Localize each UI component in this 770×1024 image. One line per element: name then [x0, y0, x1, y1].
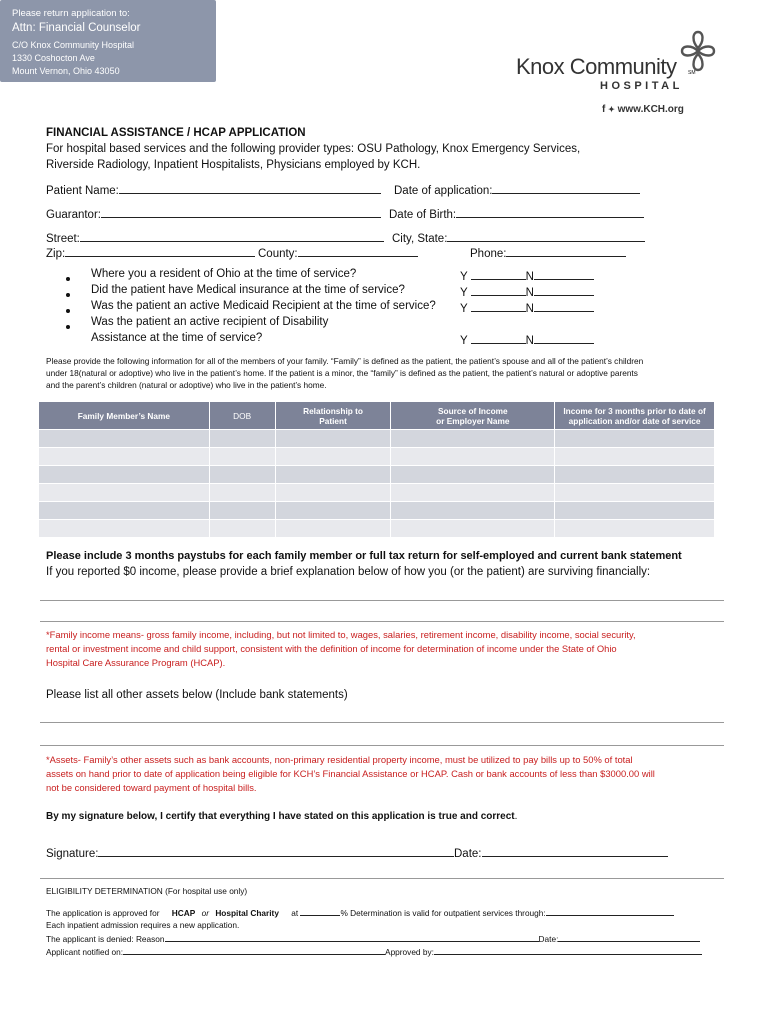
logo-sub: HOSPITAL	[600, 80, 683, 92]
inpatient-note: Each inpatient admission requires a new application.	[46, 920, 240, 930]
county-field[interactable]	[258, 245, 418, 260]
paystubs-instruction: Please include 3 months paystubs for each family member or full tax return for self-employed and current bank statement	[46, 550, 682, 562]
county-label: County:	[258, 248, 298, 260]
bullet	[66, 304, 70, 316]
bullet	[66, 320, 70, 332]
zip-label: Zip:	[46, 248, 66, 260]
return-heading: Please return application to:	[12, 8, 130, 19]
table-row	[39, 520, 715, 538]
zero-income-instruction: If you reported $0 income, please provide a brief explanation below of how you (or the patient) are surviving financially:	[46, 566, 651, 578]
table-row	[39, 466, 715, 484]
patient-name-field[interactable]	[46, 182, 381, 197]
question-disability-cont: Assistance at the time of service?	[91, 332, 263, 344]
logo-name: Knox Community	[516, 54, 677, 79]
phone-label: Phone:	[470, 248, 507, 260]
approval-line: The application is approved for HCAP or Hospital Charity at % Determination is valid for outpatient services through:	[46, 907, 674, 918]
col-dob: DOB	[209, 402, 275, 430]
assets-prompt: Please list all other assets below (Include bank statements)	[46, 689, 348, 701]
yn-medicaid[interactable]: Y N	[460, 300, 594, 315]
notified-line: Applicant notified on: Approved by:	[46, 946, 702, 957]
explanation-line[interactable]	[40, 621, 724, 622]
street-field[interactable]	[46, 230, 384, 245]
divider	[40, 878, 724, 879]
bullet	[66, 272, 70, 284]
question-medicaid: Was the patient an active Medicaid Recipient at the time of service?	[91, 300, 436, 312]
notified-on-field[interactable]	[123, 946, 385, 955]
yn-disability[interactable]: Y N	[460, 332, 594, 347]
social-links	[602, 104, 684, 115]
street-label: Street:	[46, 233, 80, 245]
hcap-option[interactable]: HCAP	[171, 908, 196, 918]
question-disability: Was the patient an active recipient of Disability	[91, 316, 329, 328]
return-attn: Attn: Financial Counselor	[12, 22, 141, 34]
assets-definition: *Assets- Family’s other assets such as bank accounts, non-primary residential property income, must be utilized to pay bills up to 50% of total assets on hand prior to date of application being eligible for KCH’s Financial Assistance or HCAP. Cash or bank accounts of less than $3000.00 will not be considered toward payment of hospital bills.	[46, 754, 655, 793]
table-header-row	[39, 402, 715, 430]
facebook-icon[interactable]: f	[602, 104, 606, 115]
date-of-birth-field[interactable]	[389, 206, 644, 221]
denied-date-field[interactable]	[558, 933, 700, 942]
twitter-icon[interactable]: ✦	[608, 105, 615, 114]
phone-field[interactable]	[470, 245, 626, 260]
table-row	[39, 448, 715, 466]
col-family-member-name: Family Member’s Name	[39, 402, 210, 430]
bullet	[66, 288, 70, 300]
certification-statement: By my signature below, I certify that everything I have stated on this application is true and correct.	[46, 811, 518, 822]
signature-date-label: Date:	[454, 848, 482, 860]
approved-by-field[interactable]	[434, 946, 702, 955]
signature-label: Signature:	[46, 848, 99, 860]
family-members-table	[38, 401, 715, 538]
table-row	[39, 430, 715, 448]
date-of-birth-label: Date of Birth:	[389, 209, 457, 221]
hospital-charity-option[interactable]: Hospital Charity	[215, 908, 279, 918]
intro-line: For hospital based services and the following provider types: OSU Pathology, Knox Emergency Services,	[46, 143, 581, 155]
guarantor-field[interactable]	[46, 206, 381, 221]
signature-field[interactable]	[46, 845, 454, 860]
return-address-box	[0, 0, 216, 82]
city-state-field[interactable]	[392, 230, 645, 245]
return-line: 1330 Coshocton Ave	[12, 53, 95, 63]
website-link[interactable]: www.KCH.org	[617, 104, 684, 115]
table-row	[39, 484, 715, 502]
yn-ohio-resident[interactable]: Y N	[460, 268, 594, 283]
question-ohio-resident: Where you a resident of Ohio at the time of service?	[91, 268, 357, 280]
return-line: C/O Knox Community Hospital	[12, 40, 135, 50]
signature-date-field[interactable]	[454, 845, 668, 860]
zip-field[interactable]	[46, 245, 255, 260]
col-income-source: Source of Income or Employer Name	[391, 402, 555, 430]
patient-name-label: Patient Name:	[46, 185, 119, 197]
col-relationship: Relationship to Patient	[275, 402, 391, 430]
guarantor-label: Guarantor:	[46, 209, 101, 221]
valid-through-field[interactable]	[546, 907, 674, 916]
question-medical-insurance: Did the patient have Medical insurance at the time of service?	[91, 284, 405, 296]
hospital-logo	[516, 54, 677, 80]
date-of-application-field[interactable]	[394, 182, 640, 197]
percent-field[interactable]	[300, 907, 340, 916]
logo-cross-icon	[680, 28, 716, 74]
family-definition-note: Please provide the following information for all of the members of your family. “Family” is defined as the patient, the patient’s spouse and all of the patient’s children under 18(natural or adoptive) who live in the patient’s home. If the patient is a minor, the “family” is defined as the patient, the patient’s natural or adoptive parents and the parent’s children (natural or adoptive) who live in the patient’s home.	[46, 356, 644, 390]
eligibility-heading: ELIGIBILITY DETERMINATION (For hospital use only)	[46, 886, 248, 896]
city-state-label: City, State:	[392, 233, 448, 245]
income-definition: *Family income means- gross family income, including, but not limited to, wages, salaries, retirement income, disability income, social security, rental or investment income and child support, consistent with the definition of income for determination of income under the State of Ohio Hospital Care Assurance Program (HCAP).	[46, 629, 636, 668]
logo-sm: SM	[688, 70, 696, 76]
form-title: FINANCIAL ASSISTANCE / HCAP APPLICATION	[46, 127, 306, 139]
assets-line[interactable]	[40, 722, 724, 723]
col-income-3-months: Income for 3 months prior to date of application and/or date of service	[555, 402, 715, 430]
return-line: Mount Vernon, Ohio 43050	[12, 66, 120, 76]
yn-medical-insurance[interactable]: Y N	[460, 284, 594, 299]
date-of-application-label: Date of application:	[394, 185, 493, 197]
denied-reason-field[interactable]	[165, 933, 539, 942]
intro-line: Riverside Radiology, Inpatient Hospitalists, Physicians employed by KCH.	[46, 159, 421, 171]
table-row	[39, 502, 715, 520]
denied-line: The applicant is denied: Reason Date:	[46, 933, 700, 944]
assets-line[interactable]	[40, 745, 724, 746]
explanation-line[interactable]	[40, 600, 724, 601]
